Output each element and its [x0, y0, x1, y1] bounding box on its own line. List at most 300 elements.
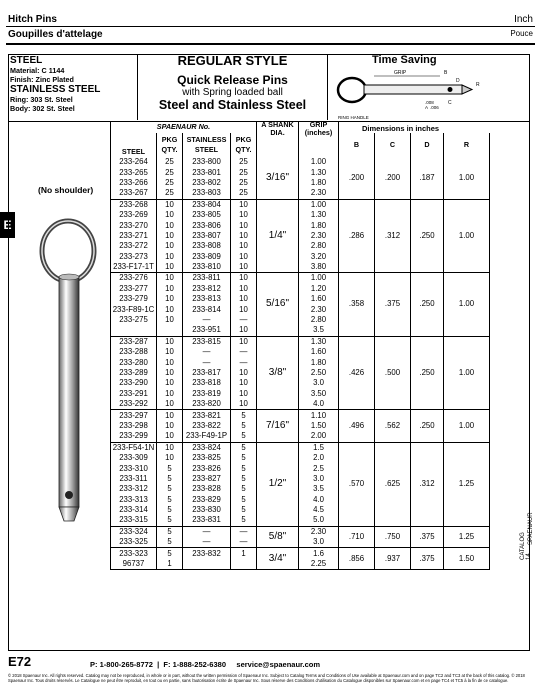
grip-length: 1.30 — [299, 336, 339, 347]
steel-part-number: 233-291 — [111, 389, 157, 399]
steel-part-number: 233-280 — [111, 357, 157, 367]
pin-illustration — [30, 217, 100, 527]
pkg-header: PKG QTY. — [157, 133, 183, 157]
stainless-part-number: 233-828 — [183, 484, 231, 494]
steel-pkg-qty: 10 — [157, 410, 183, 421]
stainless-pkg-qty: 25 — [231, 188, 257, 199]
dim-d: .187 — [411, 157, 444, 199]
steel-pkg-qty: 10 — [157, 220, 183, 230]
stainless-pkg-qty: 10 — [231, 294, 257, 304]
steel-pkg-qty: 25 — [157, 157, 183, 167]
shank-header: A SHANK DIA. — [257, 121, 299, 157]
stainless-part-number: 233-829 — [183, 495, 231, 505]
stainless-pkg-qty: 10 — [231, 399, 257, 410]
stainless-part-number: 233-821 — [183, 410, 231, 421]
steel-pkg-qty: 10 — [157, 273, 183, 284]
steel-pkg-qty: 10 — [157, 389, 183, 399]
grip-length: 2.50 — [299, 368, 339, 378]
steel-part-number: 233-267 — [111, 188, 157, 199]
steel-part-number: 233-269 — [111, 210, 157, 220]
stainless-part-number: — — [183, 315, 231, 325]
steel-part-number: 233-289 — [111, 368, 157, 378]
stainless-pkg-qty: 10 — [231, 273, 257, 284]
dim-d: .250 — [411, 410, 444, 442]
steel-part-number: 233-287 — [111, 336, 157, 347]
stainless-pkg-qty: — — [231, 526, 257, 537]
stainless-part-number: 233-805 — [183, 210, 231, 220]
steel-part-number: 233-299 — [111, 431, 157, 442]
time-saving-label: Time Saving — [372, 54, 437, 66]
shank-diameter: 1/2" — [257, 442, 299, 526]
stainless-pkg-qty: 5 — [231, 431, 257, 442]
stainless-part-number: — — [183, 347, 231, 357]
stainless-pkg-qty: 5 — [231, 484, 257, 494]
steel-pkg-qty: 10 — [157, 347, 183, 357]
grip-length: 1.80 — [299, 357, 339, 367]
dim-r: 1.25 — [444, 442, 490, 526]
grip-length: 2.0 — [299, 453, 339, 463]
steel-pkg-qty: 10 — [157, 421, 183, 431]
stainless-part-number: 233-802 — [183, 178, 231, 188]
steel-part-number: 233-312 — [111, 484, 157, 494]
steel-part-number: 233-297 — [111, 410, 157, 421]
steel-pkg-qty: 10 — [157, 336, 183, 347]
stainless-part-number: 233-807 — [183, 231, 231, 241]
stainless-pkg-qty: 5 — [231, 453, 257, 463]
stainless-pkg-qty: 10 — [231, 368, 257, 378]
stainless-part-number: 233-822 — [183, 421, 231, 431]
grip-length: 2.25 — [299, 559, 339, 570]
fax-label: F: — [163, 660, 171, 669]
grip-length: 4.0 — [299, 495, 339, 505]
stainless-pkg-qty: 10 — [231, 304, 257, 314]
stainless-pkg-qty: 5 — [231, 410, 257, 421]
ring-text: Ring: 303 St. Steel — [10, 95, 73, 104]
dim-b: .570 — [339, 442, 375, 526]
dim-c: .375 — [375, 273, 411, 336]
grip-length: 2.30 — [299, 304, 339, 314]
stainless-pkg-qty: 10 — [231, 220, 257, 230]
stainless-pkg-qty: 5 — [231, 463, 257, 473]
steel-pkg-qty: 10 — [157, 304, 183, 314]
steel-pkg-qty: 25 — [157, 188, 183, 199]
steel-part-number: 233-309 — [111, 453, 157, 463]
grip-length: 3.80 — [299, 262, 339, 273]
stainless-pkg-qty: 10 — [231, 378, 257, 388]
steel-pkg-qty: 10 — [157, 442, 183, 453]
shank-diameter: 3/4" — [257, 548, 299, 570]
stainless-pkg-qty: 10 — [231, 210, 257, 220]
email-link[interactable]: service@spaenaur.com — [236, 660, 321, 669]
stainless-pkg-qty: 10 — [231, 284, 257, 294]
dim-r: 1.00 — [444, 157, 490, 199]
section-tab: E — [0, 212, 15, 238]
grip-length: 4.5 — [299, 505, 339, 515]
steel-pkg-qty: 10 — [157, 284, 183, 294]
dim-r: 1.00 — [444, 199, 490, 273]
dim-c: .500 — [375, 336, 411, 410]
steel-pkg-qty: 5 — [157, 484, 183, 494]
steel-heading: STEEL — [10, 55, 43, 66]
steel-part-number: 233-F17-1T — [111, 262, 157, 273]
table-row — [111, 548, 490, 559]
steel-part-number: 233-265 — [111, 167, 157, 177]
material-title: Steel and Stainless Steel — [158, 98, 307, 112]
dim-d: .375 — [411, 548, 444, 570]
steel-part-number: 233-310 — [111, 463, 157, 473]
dim-b: .426 — [339, 336, 375, 410]
dim-r: 1.00 — [444, 410, 490, 442]
stainless-part-number — [183, 559, 231, 570]
steel-pkg-qty: 10 — [157, 357, 183, 367]
page-title-fr: Goupilles d'attelage — [8, 29, 103, 40]
steel-part-number: 96737 — [111, 559, 157, 570]
grip-length: 1.80 — [299, 220, 339, 230]
dim-d: .312 — [411, 442, 444, 526]
grip-length: 1.00 — [299, 273, 339, 284]
pin-spec-table — [110, 121, 490, 570]
copyright-text: © 2018 Spaenaur Inc. All rights reserved. Catalog may not be reproduced, in whole or in part, without the written permission of Spaenaur Inc. Subject to Catalog Terms and Conditions of Use available at Spaenaur.com and on page TC2 and TC3 at the back of this catalog. © 2018 Spaenaur Inc. Tous droits réservés. Le Catalogue ne peut être reproduit, en tout ou en partie, sans l'autorisation écrite de Spaenaur Inc. Sous réserve des Conditions d'utilisation du Catalogue disponibles sur Spaenaur.com et en page TC4 et TC5 à la fin de ce catalogue. — [8, 673, 525, 683]
header-row-fr — [8, 29, 533, 40]
dim-d: .250 — [411, 336, 444, 410]
steel-pkg-qty: 10 — [157, 262, 183, 273]
stainless-part-number: 233-819 — [183, 389, 231, 399]
stainless-part-number: 233-803 — [183, 188, 231, 199]
steel-part-number: 233-266 — [111, 178, 157, 188]
dim-c: .937 — [375, 548, 411, 570]
steel-part-number: 233-288 — [111, 347, 157, 357]
steel-pkg-qty — [157, 325, 183, 336]
catalog-side-label: CATALOG 14 — [520, 532, 532, 560]
stainless-part-number: 233-820 — [183, 399, 231, 410]
stainless-part-number: 233-813 — [183, 294, 231, 304]
steel-part-number: 233-268 — [111, 199, 157, 210]
stainless-part-number: 233-F49-1P — [183, 431, 231, 442]
dim-d: .250 — [411, 199, 444, 273]
stainless-part-number: 233-825 — [183, 453, 231, 463]
steel-part-number: 233-290 — [111, 378, 157, 388]
steel-pkg-qty: 5 — [157, 537, 183, 548]
grip-length: 3.5 — [299, 325, 339, 336]
dim-b: .856 — [339, 548, 375, 570]
steel-part-number: 233-325 — [111, 537, 157, 548]
grip-header: GRIP (inches) — [299, 121, 339, 157]
grip-length: 3.20 — [299, 252, 339, 262]
grip-length: 3.5 — [299, 484, 339, 494]
page-number: E72 — [8, 654, 32, 669]
phone-label: P: — [90, 660, 98, 669]
grip-length: 1.6 — [299, 548, 339, 559]
table-row — [111, 199, 490, 210]
steel-part-number: 233-298 — [111, 421, 157, 431]
grip-length: 2.80 — [299, 315, 339, 325]
contact-line: P: 1-800-265-8772 | F: 1-888-252-6380 service@spaenaur.com — [90, 660, 321, 669]
stainless-part-number: — — [183, 537, 231, 548]
stainless-pkg-qty: — — [231, 315, 257, 325]
grip-length: 1.20 — [299, 284, 339, 294]
steel-part-number: 233-315 — [111, 515, 157, 526]
steel-part-number: 233-311 — [111, 474, 157, 484]
stainless-pkg-qty: 25 — [231, 167, 257, 177]
brand-side-label: SPAENAUR — [528, 512, 534, 545]
b-header: B — [339, 133, 375, 157]
spaenaur-no-header: SPAENAUR No. — [111, 121, 257, 133]
steel-part-number: 233-292 — [111, 399, 157, 410]
grip-length: 4.0 — [299, 399, 339, 410]
stainless-pkg-qty: 10 — [231, 389, 257, 399]
shank-diameter: 5/8" — [257, 526, 299, 548]
steel-part-number: 233-F54-1N — [111, 442, 157, 453]
steel-part-number: 233-F89-1C — [111, 304, 157, 314]
steel-pkg-qty: 25 — [157, 167, 183, 177]
dim-c: .750 — [375, 526, 411, 548]
tol-label-2: .006 — [430, 105, 439, 110]
pin-dimension-diagram — [330, 64, 526, 122]
grip-length: 1.50 — [299, 421, 339, 431]
steel-pkg-qty: 1 — [157, 559, 183, 570]
stainless-part-number: 233-824 — [183, 442, 231, 453]
stainless-part-number: 233-808 — [183, 241, 231, 251]
stainless-pkg-qty: 25 — [231, 157, 257, 167]
steel-part-number: 233-272 — [111, 241, 157, 251]
steel-pkg-qty: 5 — [157, 505, 183, 515]
stainless-part-number: 233-815 — [183, 336, 231, 347]
grip-length: 1.80 — [299, 178, 339, 188]
material-text: Material: C 1144 — [10, 66, 65, 75]
r-dim-label: R — [476, 82, 480, 88]
stainless-pkg-qty: 1 — [231, 548, 257, 559]
grip-length: 3.0 — [299, 378, 339, 388]
stainless-pkg-qty: 5 — [231, 515, 257, 526]
d-header: D — [411, 133, 444, 157]
dim-b: .496 — [339, 410, 375, 442]
fax-number: 1-888-252-6380 — [172, 660, 226, 669]
stainless-pkg-qty: 10 — [231, 262, 257, 273]
stainless-part-number: 233-800 — [183, 157, 231, 167]
dim-c: .625 — [375, 442, 411, 526]
stainless-pkg-qty: 5 — [231, 474, 257, 484]
product-title — [140, 53, 325, 112]
phone-number[interactable]: 1-800-265-8772 — [99, 660, 153, 669]
grip-length: 1.30 — [299, 210, 339, 220]
shank-diameter: 1/4" — [257, 199, 299, 273]
divider — [137, 54, 138, 120]
grip-length: 1.5 — [299, 442, 339, 453]
steel-part-number: 233-324 — [111, 526, 157, 537]
dim-c: .562 — [375, 410, 411, 442]
stainless-pkg-qty — [231, 559, 257, 570]
unit-label: Inch — [514, 14, 533, 25]
style-title: REGULAR STYLE — [177, 53, 288, 68]
table-row — [111, 336, 490, 347]
unit-label-fr: Pouce — [510, 29, 533, 38]
stainless-part-number: 233-951 — [183, 325, 231, 336]
product-name: Quick Release Pins — [177, 73, 288, 87]
grip-length: 1.00 — [299, 199, 339, 210]
divider — [6, 43, 535, 45]
stainless-part-number: 233-809 — [183, 252, 231, 262]
stainless-part-number: 233-804 — [183, 199, 231, 210]
table-row — [111, 157, 490, 167]
steel-part-number: 233-270 — [111, 220, 157, 230]
steel-pkg-qty: 10 — [157, 378, 183, 388]
steel-pkg-qty: 5 — [157, 526, 183, 537]
no-shoulder-note: (No shoulder) — [38, 185, 94, 195]
steel-pkg-qty: 10 — [157, 252, 183, 262]
stainless-pkg-qty: — — [231, 537, 257, 548]
dim-d: .375 — [411, 526, 444, 548]
grip-length: 2.00 — [299, 431, 339, 442]
a-dim-label: A — [425, 105, 429, 110]
dim-c: .312 — [375, 199, 411, 273]
shank-diameter: 7/16" — [257, 410, 299, 442]
dims-spacer — [339, 121, 490, 133]
r-header: R — [444, 133, 490, 157]
stainless-part-number: 233-801 — [183, 167, 231, 177]
stainless-part-number: — — [183, 357, 231, 367]
body-text: Body: 302 St. Steel — [10, 104, 75, 113]
c-header: C — [375, 133, 411, 157]
grip-length: 1.30 — [299, 167, 339, 177]
steel-pkg-qty: 10 — [157, 368, 183, 378]
steel-pkg-qty: 5 — [157, 515, 183, 526]
shank-diameter: 5/16" — [257, 273, 299, 336]
steel-pkg-qty: 10 — [157, 294, 183, 304]
table-row — [111, 273, 490, 284]
steel-pkg-qty: 10 — [157, 315, 183, 325]
grip-length: 3.0 — [299, 537, 339, 548]
steel-pkg-qty: 5 — [157, 463, 183, 473]
stainless-part-number: 233-811 — [183, 273, 231, 284]
steel-part-number: 233-273 — [111, 252, 157, 262]
grip-length: 2.30 — [299, 526, 339, 537]
stainless-pkg-qty: 5 — [231, 442, 257, 453]
dimensions-heading: Dimensions in inches — [362, 124, 440, 133]
dim-b: .358 — [339, 273, 375, 336]
steel-pkg-qty: 10 — [157, 199, 183, 210]
steel-part-number: 233-276 — [111, 273, 157, 284]
steel-header: STEEL — [111, 133, 157, 157]
finish-text: Finish: Zinc Plated — [10, 75, 74, 84]
stainless-pkg-qty: 25 — [231, 178, 257, 188]
stainless-header: STAINLESS STEEL — [183, 133, 231, 157]
stainless-heading: STAINLESS STEEL — [10, 84, 101, 95]
stainless-pkg-qty: 10 — [231, 336, 257, 347]
shank-diameter: 3/16" — [257, 157, 299, 199]
stainless-pkg-qty: — — [231, 347, 257, 357]
stainless-pkg-qty: 10 — [231, 252, 257, 262]
stainless-part-number: 233-827 — [183, 474, 231, 484]
dim-r: 1.50 — [444, 548, 490, 570]
dim-b: .286 — [339, 199, 375, 273]
grip-length: 1.10 — [299, 410, 339, 421]
steel-part-number: 233-279 — [111, 294, 157, 304]
stainless-part-number: 233-818 — [183, 378, 231, 388]
table-row — [111, 442, 490, 453]
dim-b: .200 — [339, 157, 375, 199]
stainless-pkg-qty: 5 — [231, 421, 257, 431]
steel-pkg-qty: 10 — [157, 210, 183, 220]
pkg2-header: PKG QTY. — [231, 133, 257, 157]
header-row — [8, 14, 533, 25]
stainless-pkg-qty: 10 — [231, 241, 257, 251]
steel-part-number: 233-313 — [111, 495, 157, 505]
stainless-part-number: 233-826 — [183, 463, 231, 473]
steel-part-number: 233-275 — [111, 315, 157, 325]
steel-part-number: 233-323 — [111, 548, 157, 559]
grip-length: 3.50 — [299, 389, 339, 399]
stainless-part-number: — — [183, 526, 231, 537]
stainless-pkg-qty: — — [231, 357, 257, 367]
product-subtitle: with Spring loaded ball — [182, 87, 283, 98]
steel-pkg-qty: 10 — [157, 231, 183, 241]
stainless-part-number: 233-812 — [183, 284, 231, 294]
dim-b: .710 — [339, 526, 375, 548]
stainless-pkg-qty: 10 — [231, 199, 257, 210]
grip-length: 2.5 — [299, 463, 339, 473]
steel-pkg-qty: 10 — [157, 399, 183, 410]
stainless-part-number: 233-814 — [183, 304, 231, 314]
steel-pkg-qty: 10 — [157, 241, 183, 251]
steel-pkg-qty: 25 — [157, 178, 183, 188]
stainless-pkg-qty: 5 — [231, 495, 257, 505]
tol-label-1: .008 — [425, 100, 434, 105]
dim-c: .200 — [375, 157, 411, 199]
divider — [6, 26, 535, 27]
grip-length: 2.80 — [299, 241, 339, 251]
stainless-part-number: 233-817 — [183, 368, 231, 378]
c-dim-label: C — [448, 100, 452, 106]
grip-length: 1.60 — [299, 347, 339, 357]
steel-pkg-qty: 10 — [157, 453, 183, 463]
dim-d: .250 — [411, 273, 444, 336]
stainless-pkg-qty: 5 — [231, 505, 257, 515]
d-dim-label: D — [456, 78, 460, 84]
steel-part-number: 233-264 — [111, 157, 157, 167]
grip-length: 2.30 — [299, 231, 339, 241]
stainless-part-number: 233-832 — [183, 548, 231, 559]
table-row — [111, 526, 490, 537]
ring-handle-label: RING HANDLE — [338, 115, 369, 120]
grip-length: 1.60 — [299, 294, 339, 304]
stainless-part-number: 233-806 — [183, 220, 231, 230]
page-title: Hitch Pins — [8, 14, 57, 25]
grip-length: 3.0 — [299, 474, 339, 484]
grip-dim-label: GRIP — [394, 70, 407, 76]
grip-length: 5.0 — [299, 515, 339, 526]
steel-part-number — [111, 325, 157, 336]
b-dim-label: B — [444, 70, 448, 76]
shank-diameter: 3/8" — [257, 336, 299, 410]
table-row — [111, 410, 490, 421]
table-body — [111, 157, 490, 570]
steel-part-number: 233-314 — [111, 505, 157, 515]
dim-r: 1.25 — [444, 526, 490, 548]
divider — [327, 54, 328, 120]
stainless-pkg-qty: 10 — [231, 231, 257, 241]
dim-r: 1.00 — [444, 273, 490, 336]
steel-pkg-qty: 5 — [157, 474, 183, 484]
steel-pkg-qty: 10 — [157, 431, 183, 442]
steel-pkg-qty: 5 — [157, 548, 183, 559]
stainless-part-number: 233-810 — [183, 262, 231, 273]
grip-length: 1.00 — [299, 157, 339, 167]
stainless-part-number: 233-831 — [183, 515, 231, 526]
stainless-pkg-qty: 10 — [231, 325, 257, 336]
steel-part-number: 233-277 — [111, 284, 157, 294]
stainless-part-number: 233-830 — [183, 505, 231, 515]
grip-length: 2.30 — [299, 188, 339, 199]
